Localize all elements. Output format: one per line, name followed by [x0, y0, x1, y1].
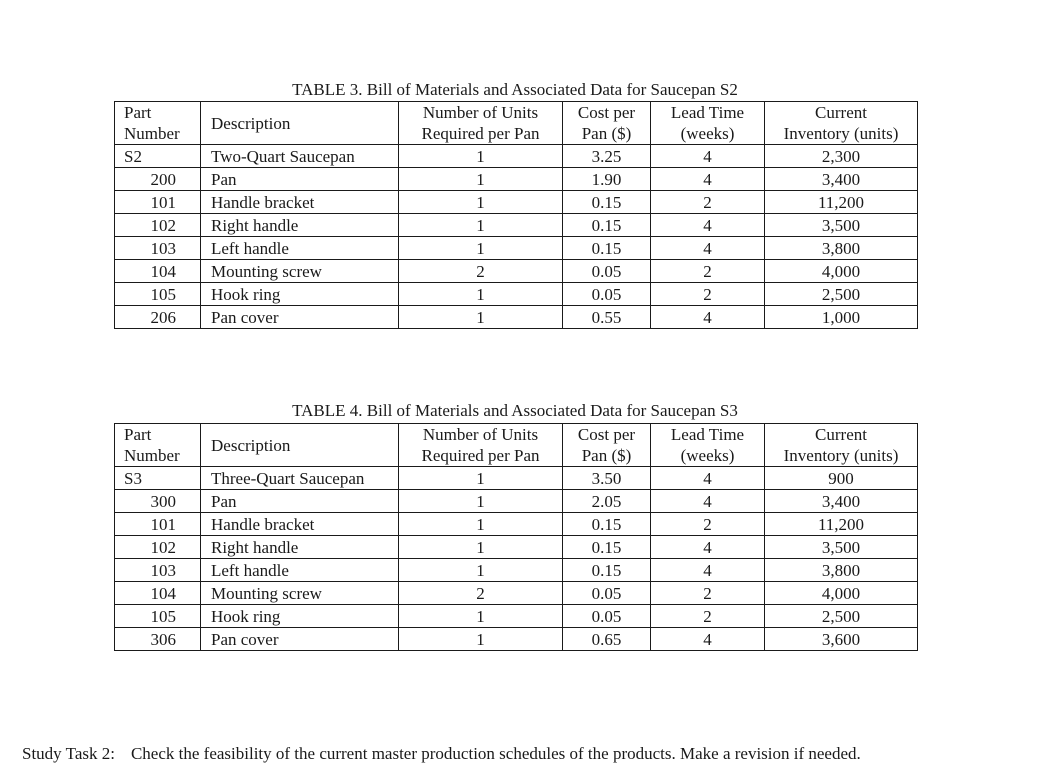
- inventory-cell: 4,000: [765, 582, 918, 605]
- units-cell: 1: [399, 191, 563, 214]
- description-cell: Handle bracket: [201, 513, 399, 536]
- cost-cell: 0.55: [563, 306, 651, 329]
- description-cell: Handle bracket: [201, 191, 399, 214]
- table4-caption: TABLE 4. Bill of Materials and Associated Data for Saucepan S3: [292, 401, 738, 420]
- table-row: [115, 214, 918, 237]
- table-row: [115, 467, 918, 490]
- table-row: [115, 490, 918, 513]
- table-row: [115, 605, 918, 628]
- units-cell: 1: [399, 467, 563, 490]
- table4-bom: [114, 423, 918, 651]
- cost-cell: 2.05: [563, 490, 651, 513]
- table3-header-lead-time: Lead Time (weeks): [651, 102, 765, 145]
- part-number-cell: 200: [115, 168, 201, 191]
- cost-cell: 0.05: [563, 260, 651, 283]
- table-row: [115, 306, 918, 329]
- units-cell: 1: [399, 168, 563, 191]
- cost-cell: 0.05: [563, 283, 651, 306]
- inventory-cell: 900: [765, 467, 918, 490]
- table3-header-part: Part Number: [115, 102, 201, 145]
- part-number-cell: 103: [115, 237, 201, 260]
- cost-cell: 0.05: [563, 582, 651, 605]
- units-cell: 1: [399, 513, 563, 536]
- cost-cell: 0.05: [563, 605, 651, 628]
- part-number-cell: 102: [115, 214, 201, 237]
- lead-time-cell: 2: [651, 582, 765, 605]
- part-number-cell: 206: [115, 306, 201, 329]
- cost-cell: 0.65: [563, 628, 651, 651]
- study-task-text: Check the feasibility of the current master production schedules of the products. Make a revision if needed.: [130, 744, 861, 763]
- description-cell: Hook ring: [201, 605, 399, 628]
- table-row: [115, 628, 918, 651]
- units-cell: 2: [399, 260, 563, 283]
- inventory-cell: 3,500: [765, 214, 918, 237]
- description-cell: Pan: [201, 490, 399, 513]
- description-cell: Left handle: [201, 559, 399, 582]
- inventory-cell: 2,300: [765, 145, 918, 168]
- table-row: [115, 559, 918, 582]
- table4-header-description: Description: [201, 424, 399, 467]
- lead-time-cell: 4: [651, 467, 765, 490]
- part-number-cell: 105: [115, 605, 201, 628]
- table4-header-cost: Cost per Pan ($): [563, 424, 651, 467]
- inventory-cell: 4,000: [765, 260, 918, 283]
- inventory-cell: 11,200: [765, 191, 918, 214]
- description-cell: Right handle: [201, 536, 399, 559]
- table4-header-part: Part Number: [115, 424, 201, 467]
- cost-cell: 0.15: [563, 559, 651, 582]
- units-cell: 1: [399, 490, 563, 513]
- part-number-cell: 101: [115, 513, 201, 536]
- table-row: [115, 191, 918, 214]
- table4-header-units: Number of Units Required per Pan: [399, 424, 563, 467]
- lead-time-cell: 2: [651, 191, 765, 214]
- study-task-label: Study Task 2:: [22, 744, 115, 763]
- table4-header-lead-time: Lead Time (weeks): [651, 424, 765, 467]
- inventory-cell: 1,000: [765, 306, 918, 329]
- part-number-cell: 104: [115, 582, 201, 605]
- cost-cell: 0.15: [563, 536, 651, 559]
- part-number-cell: 102: [115, 536, 201, 559]
- table3-bom: [114, 101, 918, 329]
- table-row: [115, 513, 918, 536]
- lead-time-cell: 4: [651, 306, 765, 329]
- table3-header-units: Number of Units Required per Pan: [399, 102, 563, 145]
- lead-time-cell: 4: [651, 628, 765, 651]
- study-task: [22, 742, 861, 766]
- lead-time-cell: 4: [651, 490, 765, 513]
- units-cell: 1: [399, 306, 563, 329]
- units-cell: 1: [399, 145, 563, 168]
- table4-header-inventory: Current Inventory (units): [765, 424, 918, 467]
- lead-time-cell: 2: [651, 260, 765, 283]
- units-cell: 1: [399, 628, 563, 651]
- units-cell: 1: [399, 283, 563, 306]
- lead-time-cell: 4: [651, 536, 765, 559]
- inventory-cell: 11,200: [765, 513, 918, 536]
- table-row: [115, 582, 918, 605]
- inventory-cell: 3,500: [765, 536, 918, 559]
- part-number-cell: 103: [115, 559, 201, 582]
- lead-time-cell: 4: [651, 237, 765, 260]
- table3-caption: TABLE 3. Bill of Materials and Associated Data for Saucepan S2: [292, 80, 738, 99]
- table-row: [115, 536, 918, 559]
- table3-header-cost: Cost per Pan ($): [563, 102, 651, 145]
- cost-cell: 0.15: [563, 513, 651, 536]
- description-cell: Right handle: [201, 214, 399, 237]
- table-row: [115, 283, 918, 306]
- inventory-cell: 3,400: [765, 490, 918, 513]
- table-row: [115, 237, 918, 260]
- lead-time-cell: 4: [651, 168, 765, 191]
- inventory-cell: 3,600: [765, 628, 918, 651]
- cost-cell: 1.90: [563, 168, 651, 191]
- description-cell: Mounting screw: [201, 582, 399, 605]
- description-cell: Left handle: [201, 237, 399, 260]
- description-cell: Pan cover: [201, 306, 399, 329]
- part-number-cell: 104: [115, 260, 201, 283]
- description-cell: Hook ring: [201, 283, 399, 306]
- units-cell: 1: [399, 237, 563, 260]
- inventory-cell: 2,500: [765, 605, 918, 628]
- lead-time-cell: 2: [651, 513, 765, 536]
- cost-cell: 3.25: [563, 145, 651, 168]
- table3-header-inventory: Current Inventory (units): [765, 102, 918, 145]
- description-cell: Pan cover: [201, 628, 399, 651]
- part-number-cell: 105: [115, 283, 201, 306]
- units-cell: 1: [399, 536, 563, 559]
- cost-cell: 0.15: [563, 191, 651, 214]
- description-cell: Two-Quart Saucepan: [201, 145, 399, 168]
- cost-cell: 3.50: [563, 467, 651, 490]
- part-number-cell: 306: [115, 628, 201, 651]
- part-number-cell: 101: [115, 191, 201, 214]
- inventory-cell: 3,800: [765, 237, 918, 260]
- part-number-cell: S2: [115, 145, 201, 168]
- lead-time-cell: 4: [651, 214, 765, 237]
- table-row: [115, 168, 918, 191]
- table-row: [115, 260, 918, 283]
- description-cell: Mounting screw: [201, 260, 399, 283]
- units-cell: 1: [399, 559, 563, 582]
- units-cell: 1: [399, 214, 563, 237]
- lead-time-cell: 4: [651, 559, 765, 582]
- lead-time-cell: 2: [651, 283, 765, 306]
- part-number-cell: 300: [115, 490, 201, 513]
- inventory-cell: 3,400: [765, 168, 918, 191]
- description-cell: Pan: [201, 168, 399, 191]
- lead-time-cell: 2: [651, 605, 765, 628]
- inventory-cell: 3,800: [765, 559, 918, 582]
- table-row: [115, 145, 918, 168]
- inventory-cell: 2,500: [765, 283, 918, 306]
- cost-cell: 0.15: [563, 214, 651, 237]
- lead-time-cell: 4: [651, 145, 765, 168]
- part-number-cell: S3: [115, 467, 201, 490]
- table3-header-description: Description: [201, 102, 399, 145]
- cost-cell: 0.15: [563, 237, 651, 260]
- units-cell: 2: [399, 582, 563, 605]
- description-cell: Three-Quart Saucepan: [201, 467, 399, 490]
- units-cell: 1: [399, 605, 563, 628]
